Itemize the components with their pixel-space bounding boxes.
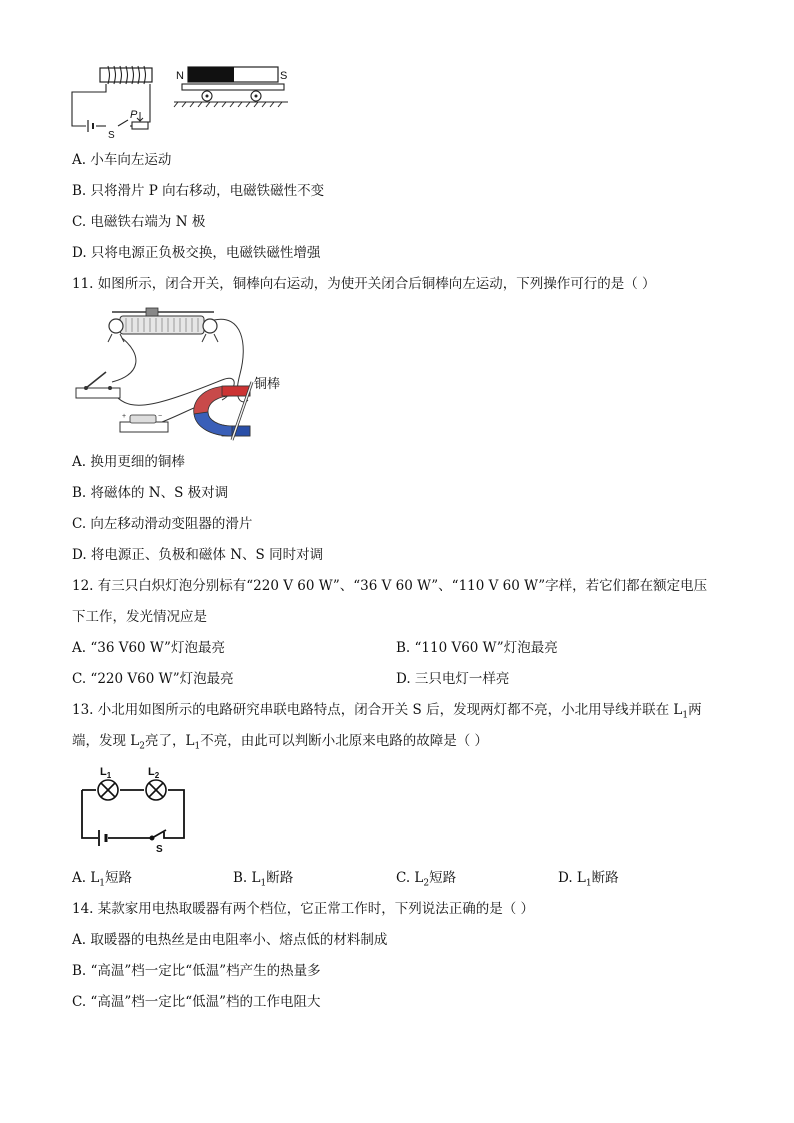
- label-slider-p: P: [130, 109, 138, 121]
- rheostat: [132, 122, 148, 129]
- q11-option-b: B. 将磁体的 N、S 极对调: [72, 485, 229, 501]
- q14-stem: 14. 某款家用电热取暖器有两个档位，它正常工作时，下列说法正确的是（ ）: [72, 901, 535, 917]
- q13-circuit-loop: [82, 790, 184, 838]
- slider-arrow: [137, 112, 143, 121]
- battery-holder: [120, 413, 168, 432]
- q12-option-b: B. “110 V60 W”灯泡最亮: [396, 640, 558, 656]
- q14-option-b: B. “高温”档一定比“低温”档产生的热量多: [72, 963, 321, 979]
- q13-option-a: A. $L_1$短路: [72, 870, 133, 889]
- q13-option-c: C. $L_2$短路: [396, 870, 457, 889]
- q13-option-b: B. $L_1$断路: [233, 870, 294, 889]
- electromagnet-core: [100, 68, 152, 82]
- q13-stem-line2: 端，发现 $L_2$亮了，$L_1$不亮，由此可以判断小北原来电路的故障是（ ）: [72, 733, 488, 752]
- label-copper-rod: 铜棒: [254, 376, 281, 391]
- q12-option-d: D. 三只电灯一样亮: [396, 671, 510, 687]
- q12-option-a: A. “36 V60 W”灯泡最亮: [72, 640, 225, 656]
- q14-option-a: A. 取暖器的电热丝是由电阻率小、熔点低的材料制成: [72, 932, 388, 948]
- label-l2: L: [148, 766, 155, 778]
- label-switch: S: [156, 844, 163, 852]
- q11-figure: [72, 304, 294, 444]
- lamp-l2: [146, 780, 166, 800]
- sliding-rheostat: [108, 308, 218, 342]
- battery-icon: [88, 120, 93, 132]
- q13-figure: [74, 762, 192, 852]
- svg-text:L1: $L_1$: [100, 766, 112, 780]
- q10-figure: [66, 62, 296, 140]
- q11-option-a: A. 换用更细的铜棒: [72, 454, 185, 470]
- q13-stem-line1: 13. 小北用如图所示的电路研究串联电路特点，闭合开关 S 后，发现两灯都不亮，小北用导线并联在 $L_1$两: [72, 702, 702, 721]
- q12-stem-line1: 12. 有三只白炽灯泡分别标有“220 V 60 W”、“36 V 60 W”、“110 V 60 W”字样，若它们都在额定电压: [72, 578, 708, 594]
- q11-option-c: C. 向左移动滑动变阻器的滑片: [72, 516, 253, 532]
- q11-wires: [112, 319, 248, 422]
- bar-magnet-north-half: [188, 67, 234, 82]
- q12-option-c: C. “220 V60 W”灯泡最亮: [72, 671, 234, 687]
- q13-battery-icon: [99, 830, 106, 846]
- q14-option-c: C. “高温”档一定比“低温”档的工作电阻大: [72, 994, 321, 1010]
- knife-switch: [76, 372, 120, 398]
- q11-option-d: D. 将电源正、负极和磁体 N、S 同时对调: [72, 547, 324, 563]
- lamp-l1: [98, 780, 118, 800]
- label-south: S: [280, 70, 288, 82]
- ground-line: [174, 102, 288, 107]
- q10-option-d: D. 只将电源正负极交换，电磁铁磁性增强: [72, 245, 321, 261]
- label-l1: L: [100, 766, 107, 778]
- svg-text:+: +: [122, 413, 127, 420]
- svg-text:L2: $L_2$: [148, 766, 160, 780]
- q10-option-b: B. 只将滑片 P 向右移动，电磁铁磁性不变: [72, 183, 325, 199]
- label-switch-s: S: [108, 130, 115, 140]
- cart-body: [182, 84, 284, 90]
- q10-option-a: A. 小车向左运动: [72, 152, 172, 168]
- svg-text:−: −: [158, 413, 163, 420]
- q10-option-c: C. 电磁铁右端为 N 极: [72, 214, 206, 230]
- q13-option-d: D. $L_1$断路: [558, 870, 619, 889]
- q12-stem-line2: 下工作，发光情况应是: [72, 609, 207, 625]
- label-north: N: [176, 70, 184, 82]
- q11-stem: 11. 如图所示，闭合开关，铜棒向右运动，为使开关闭合后铜棒向左运动，下列操作可行的是（ ）: [72, 276, 656, 292]
